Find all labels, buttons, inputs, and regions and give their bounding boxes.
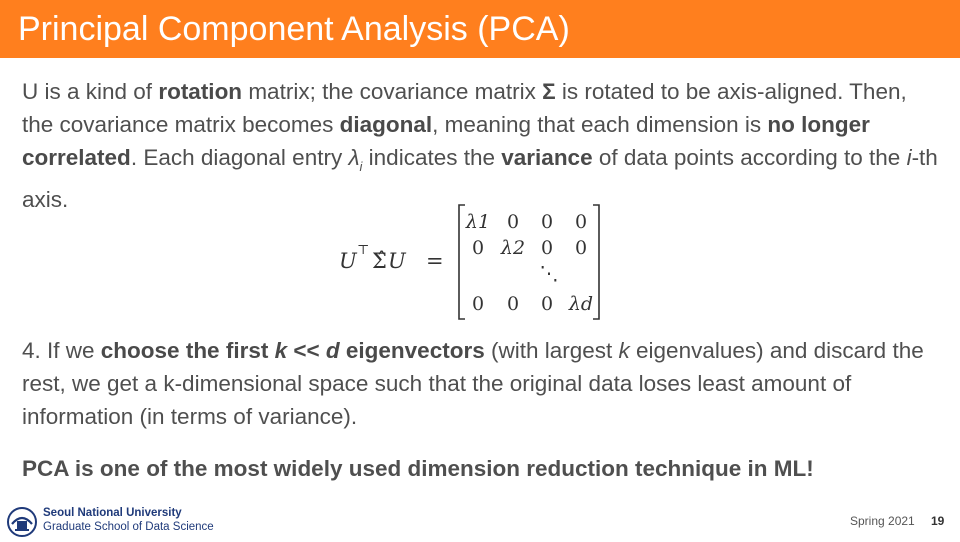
paragraph-rotation	[22, 75, 942, 216]
text: eigenvalues) and discard the rest, we get a k-dimensional space such that the original data loses least amount of information (in terms of variance).	[22, 338, 924, 429]
lambda-subscript: i	[359, 159, 363, 174]
bold-sigma: Σ	[542, 79, 556, 104]
m13: 0	[540, 211, 554, 233]
text: , meaning that each dimension is	[432, 112, 768, 137]
m22: λ2	[500, 237, 526, 259]
text: . Each diagonal entry	[130, 145, 349, 170]
m43: 0	[540, 293, 554, 315]
eq-equals: =	[426, 249, 444, 273]
text: matrix; the covariance matrix	[242, 79, 543, 104]
bold-no-longer-correlated: no longer correlated	[22, 112, 870, 170]
bold-italic-d: d	[325, 338, 340, 363]
eq-u-left: U	[339, 249, 357, 273]
title-bar	[0, 0, 960, 58]
university-name: Seoul National University	[43, 507, 182, 519]
text: -th axis.	[22, 145, 938, 212]
text: 4. If we	[22, 338, 101, 363]
bold-rotation: rotation	[158, 79, 243, 104]
italic-i: i	[906, 145, 912, 170]
paragraph-pca-summary: PCA is one of the most widely used dimension reduction technique in ML!	[22, 456, 814, 481]
school-name: Graduate School of Data Science	[43, 521, 214, 533]
eq-sigma-hat: Σ̂	[372, 249, 387, 273]
bold-variance: variance	[501, 145, 593, 170]
right-bracket	[593, 205, 599, 319]
m44: λd	[568, 293, 594, 315]
left-bracket	[459, 205, 465, 319]
diagonal-matrix-equation	[337, 200, 617, 324]
eq-u-right: U	[388, 249, 406, 273]
bold-italic-k: k	[274, 338, 288, 363]
m14: 0	[574, 211, 588, 233]
text: indicates the	[362, 145, 502, 170]
m42: 0	[506, 293, 520, 315]
lambda-symbol: λ	[348, 145, 360, 170]
term-label: Spring 2021	[850, 514, 915, 528]
m-dots: ⋱	[539, 263, 559, 285]
m12: 0	[506, 211, 520, 233]
m11: λ1	[465, 211, 491, 233]
snu-logo-icon	[6, 506, 38, 538]
slide-title: Principal Component Analysis (PCA)	[18, 10, 570, 48]
m21: 0	[471, 237, 485, 259]
text: (with largest	[484, 338, 619, 363]
m23: 0	[540, 237, 554, 259]
bold-choose-first: choose the first	[100, 338, 275, 363]
bold-less-than: <<	[287, 338, 326, 363]
m24: 0	[574, 237, 588, 259]
eq-transpose-sup: ⊤	[357, 243, 370, 258]
italic-k: k	[618, 338, 630, 363]
text: of data points according to the	[592, 145, 907, 170]
text: U is a kind of	[22, 79, 159, 104]
text: is rotated to be axis-aligned. Then, the covariance matrix becomes	[22, 79, 907, 137]
bold-eigenvectors: eigenvectors	[339, 338, 485, 363]
paragraph-eigenvectors	[22, 334, 942, 433]
bold-diagonal: diagonal	[339, 112, 433, 137]
m41: 0	[471, 293, 485, 315]
page-number: 19	[931, 514, 945, 528]
